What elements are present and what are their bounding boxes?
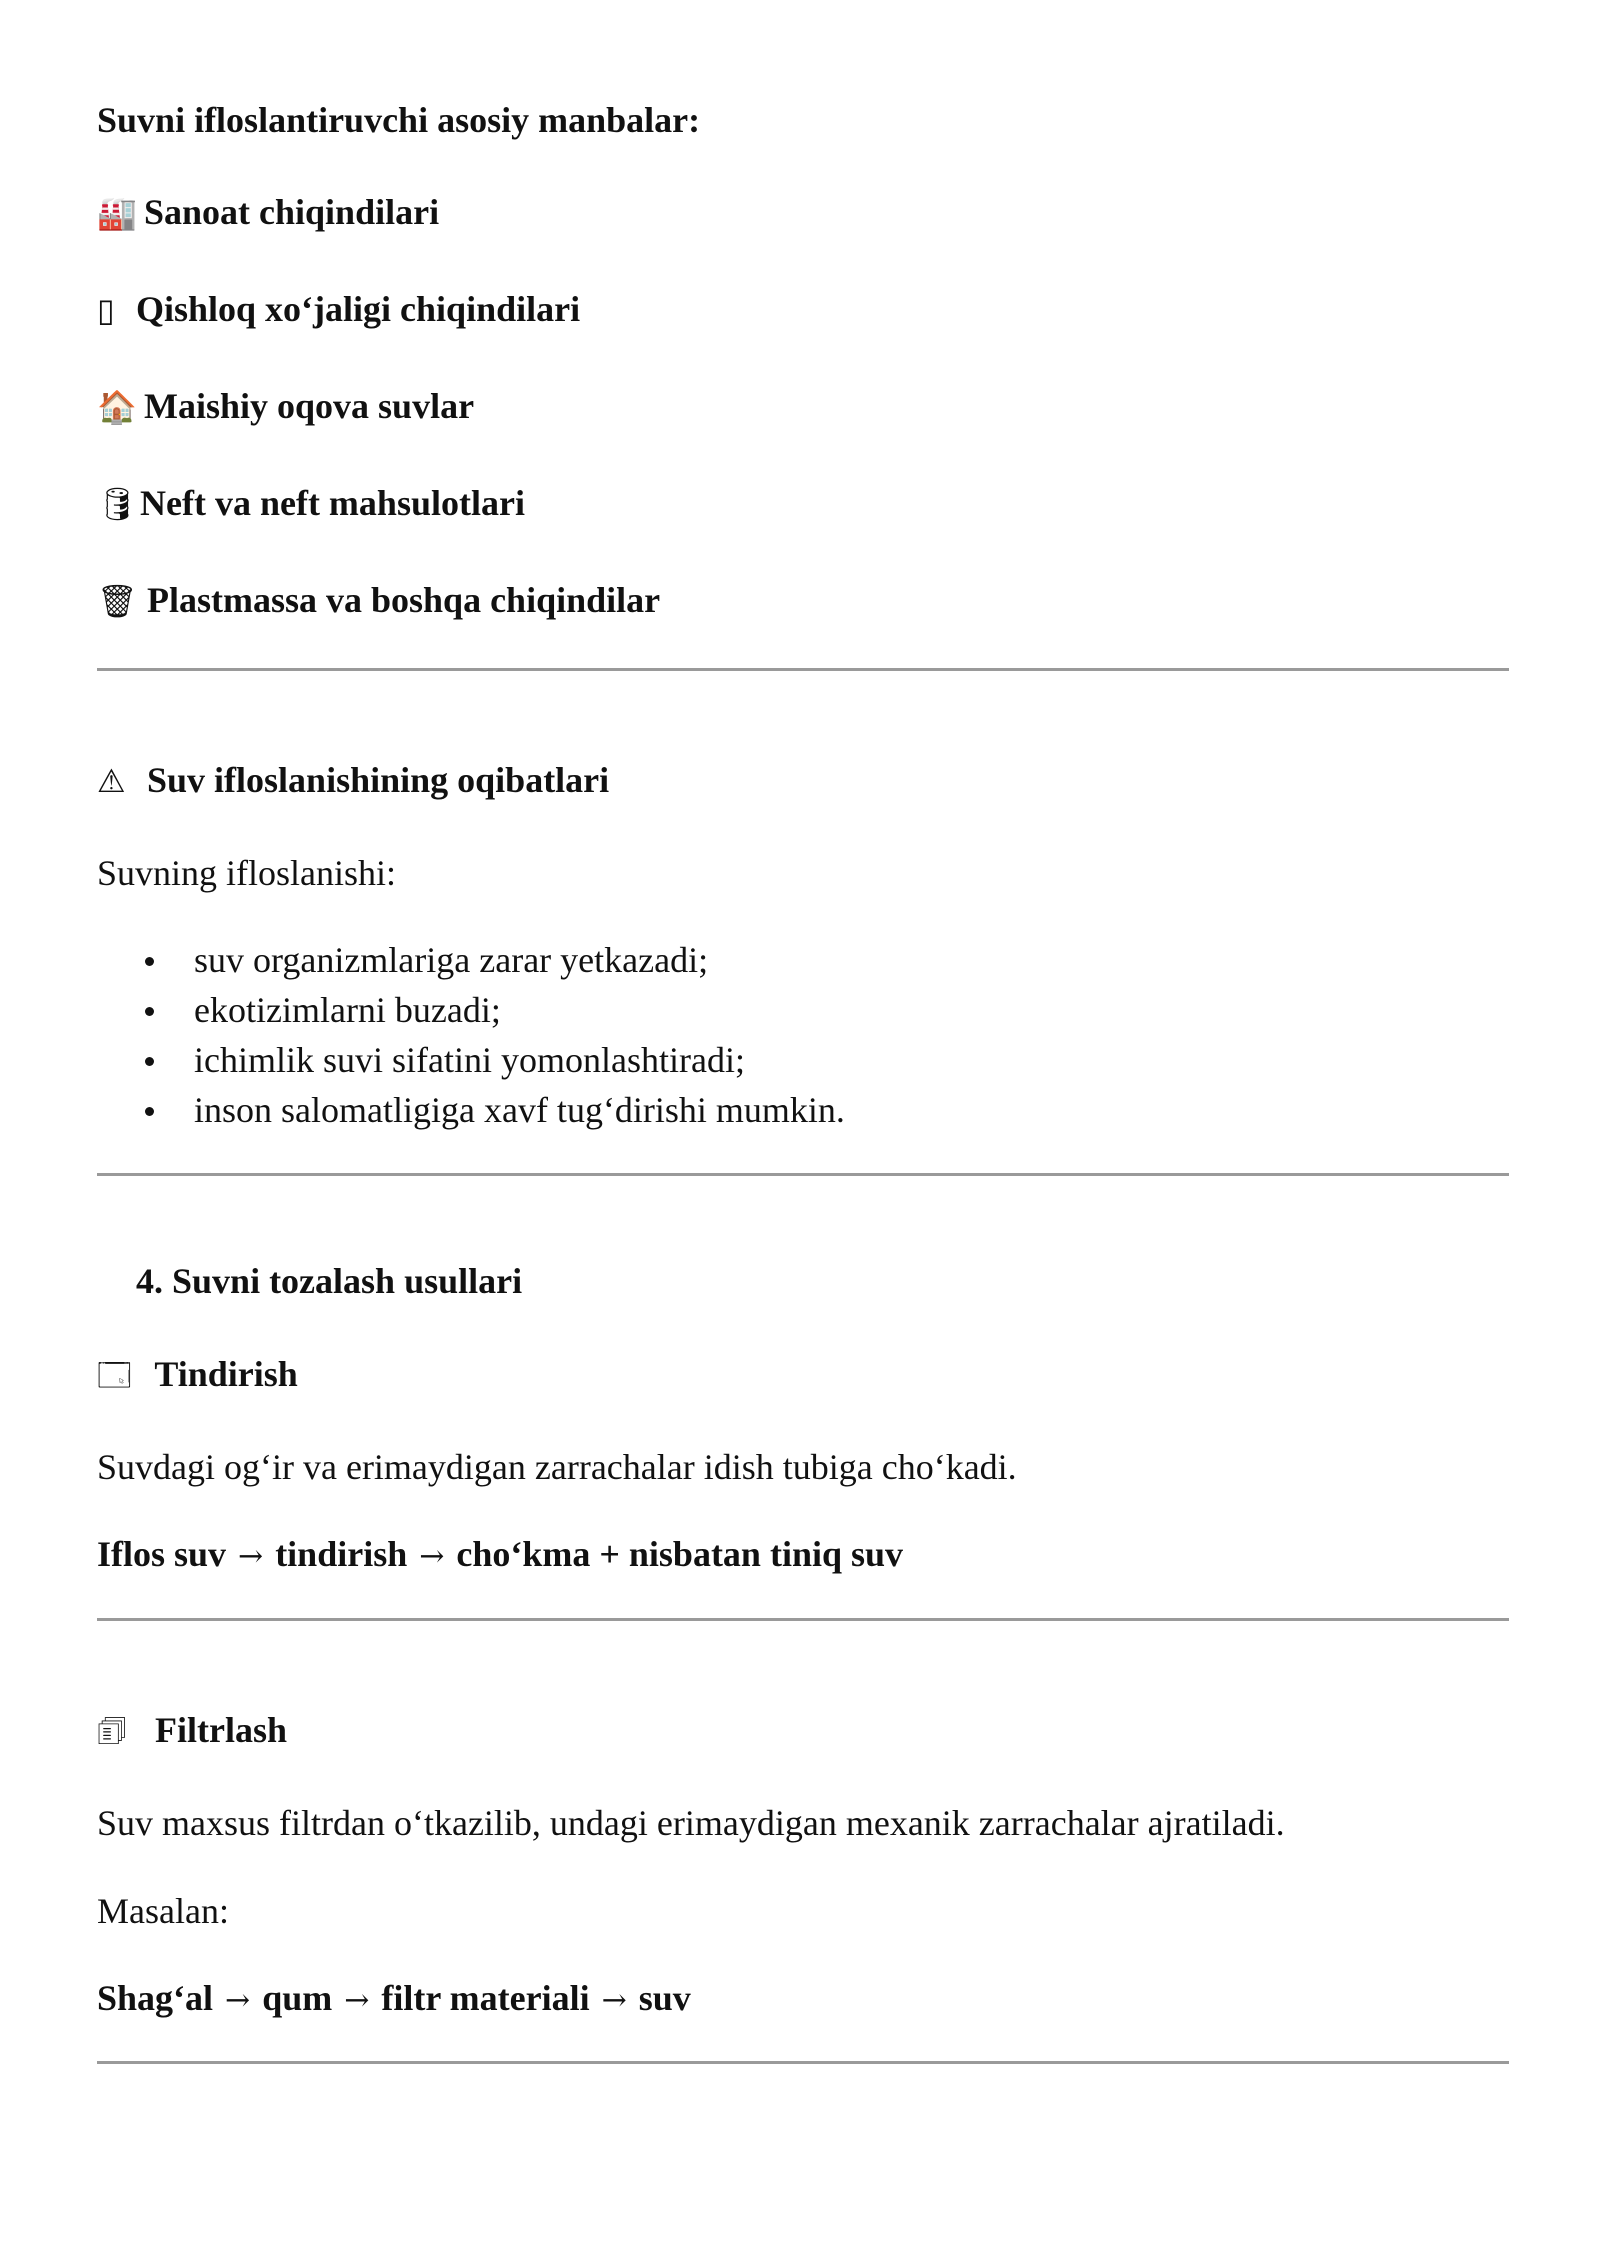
flow-step: suv — [638, 1978, 691, 2018]
settling-title: Tindirish — [154, 1354, 298, 1394]
arrow-right-icon: → — [601, 1983, 627, 2018]
filtering-flow — [97, 1980, 691, 2016]
warning-icon: ⚠ — [97, 762, 126, 800]
bullet-icon — [145, 957, 154, 966]
source-item-label: Neft va neft mahsulotlari — [140, 483, 525, 523]
list-item: suv organizmlariga zarar yetkazadi; — [97, 935, 845, 985]
arrow-right-icon: → — [419, 1539, 445, 1574]
source-item-label: Plastmassa va boshqa chiqindilar — [147, 580, 661, 620]
sources-heading: Suvni ifloslantiruvchi asosiy manbalar: — [97, 100, 701, 140]
consequences-title: Suv ifloslanishining oqibatlari — [147, 760, 610, 800]
bullet-icon — [145, 1007, 154, 1016]
consequences-intro: Suvning ifloslanishi: — [97, 853, 397, 893]
list-item: ekotizimlarni buzadi; — [97, 985, 845, 1035]
settling-text: Suvdagi ogʻir va erimaydigan zarrachalar idish tubiga choʻkadi. — [97, 1447, 1017, 1487]
filtering-example-label: Masalan: — [97, 1891, 229, 1931]
bullet-icon — [145, 1107, 154, 1116]
window-icon: 🗔 — [97, 1356, 132, 1394]
divider — [97, 2061, 1509, 2064]
source-item-household — [97, 388, 474, 424]
source-item-plastic — [97, 582, 660, 618]
missing-glyph-icon: ▯ — [97, 291, 115, 329]
flow-step: filtr materiali — [381, 1978, 590, 2018]
bullet-icon — [145, 1057, 154, 1066]
source-item-industrial — [97, 194, 439, 230]
filtering-title: Filtrlash — [155, 1710, 287, 1750]
wastebasket-icon: 🗑 — [97, 582, 138, 620]
settling-heading — [97, 1356, 298, 1392]
divider — [97, 668, 1509, 671]
flow-step: Shagʻal — [97, 1978, 214, 2018]
source-item-agriculture — [97, 291, 580, 327]
arrow-right-icon: → — [344, 1983, 370, 2018]
arrow-right-icon: → — [238, 1539, 264, 1574]
filtering-text: Suv maxsus filtrdan oʻtkazilib, undagi erimaydigan mexanik zarrachalar ajratiladi. — [97, 1803, 1285, 1843]
consequences-list — [97, 935, 845, 1135]
house-icon: 🏠 — [97, 388, 137, 426]
divider — [97, 1173, 1509, 1176]
windows-icon: 🗊 — [97, 1712, 127, 1750]
filtering-heading — [97, 1712, 287, 1748]
methods-heading: 4. Suvni tozalash usullari — [136, 1261, 523, 1301]
source-item-oil — [97, 485, 525, 521]
flow-step: qum — [262, 1978, 333, 2018]
flow-step: choʻkma + nisbatan tiniq suv — [456, 1534, 904, 1574]
flow-step: Iflos suv — [97, 1534, 227, 1574]
list-item: ichimlik suvi sifatini yomonlashtiradi; — [97, 1035, 845, 1085]
source-item-label: Qishloq xoʻjaligi chiqindilari — [136, 289, 581, 329]
source-item-label: Maishiy oqova suvlar — [144, 386, 475, 426]
source-item-label: Sanoat chiqindilari — [144, 192, 440, 232]
flow-step: tindirish — [275, 1534, 408, 1574]
oil-drum-icon: 🛢 — [97, 485, 138, 523]
arrow-right-icon: → — [225, 1983, 251, 2018]
list-item: inson salomatligiga xavf tugʻdirishi mumkin. — [97, 1085, 845, 1135]
divider — [97, 1618, 1509, 1621]
factory-icon: 🏭 — [97, 194, 137, 232]
settling-flow — [97, 1536, 903, 1572]
consequences-heading — [97, 762, 609, 798]
